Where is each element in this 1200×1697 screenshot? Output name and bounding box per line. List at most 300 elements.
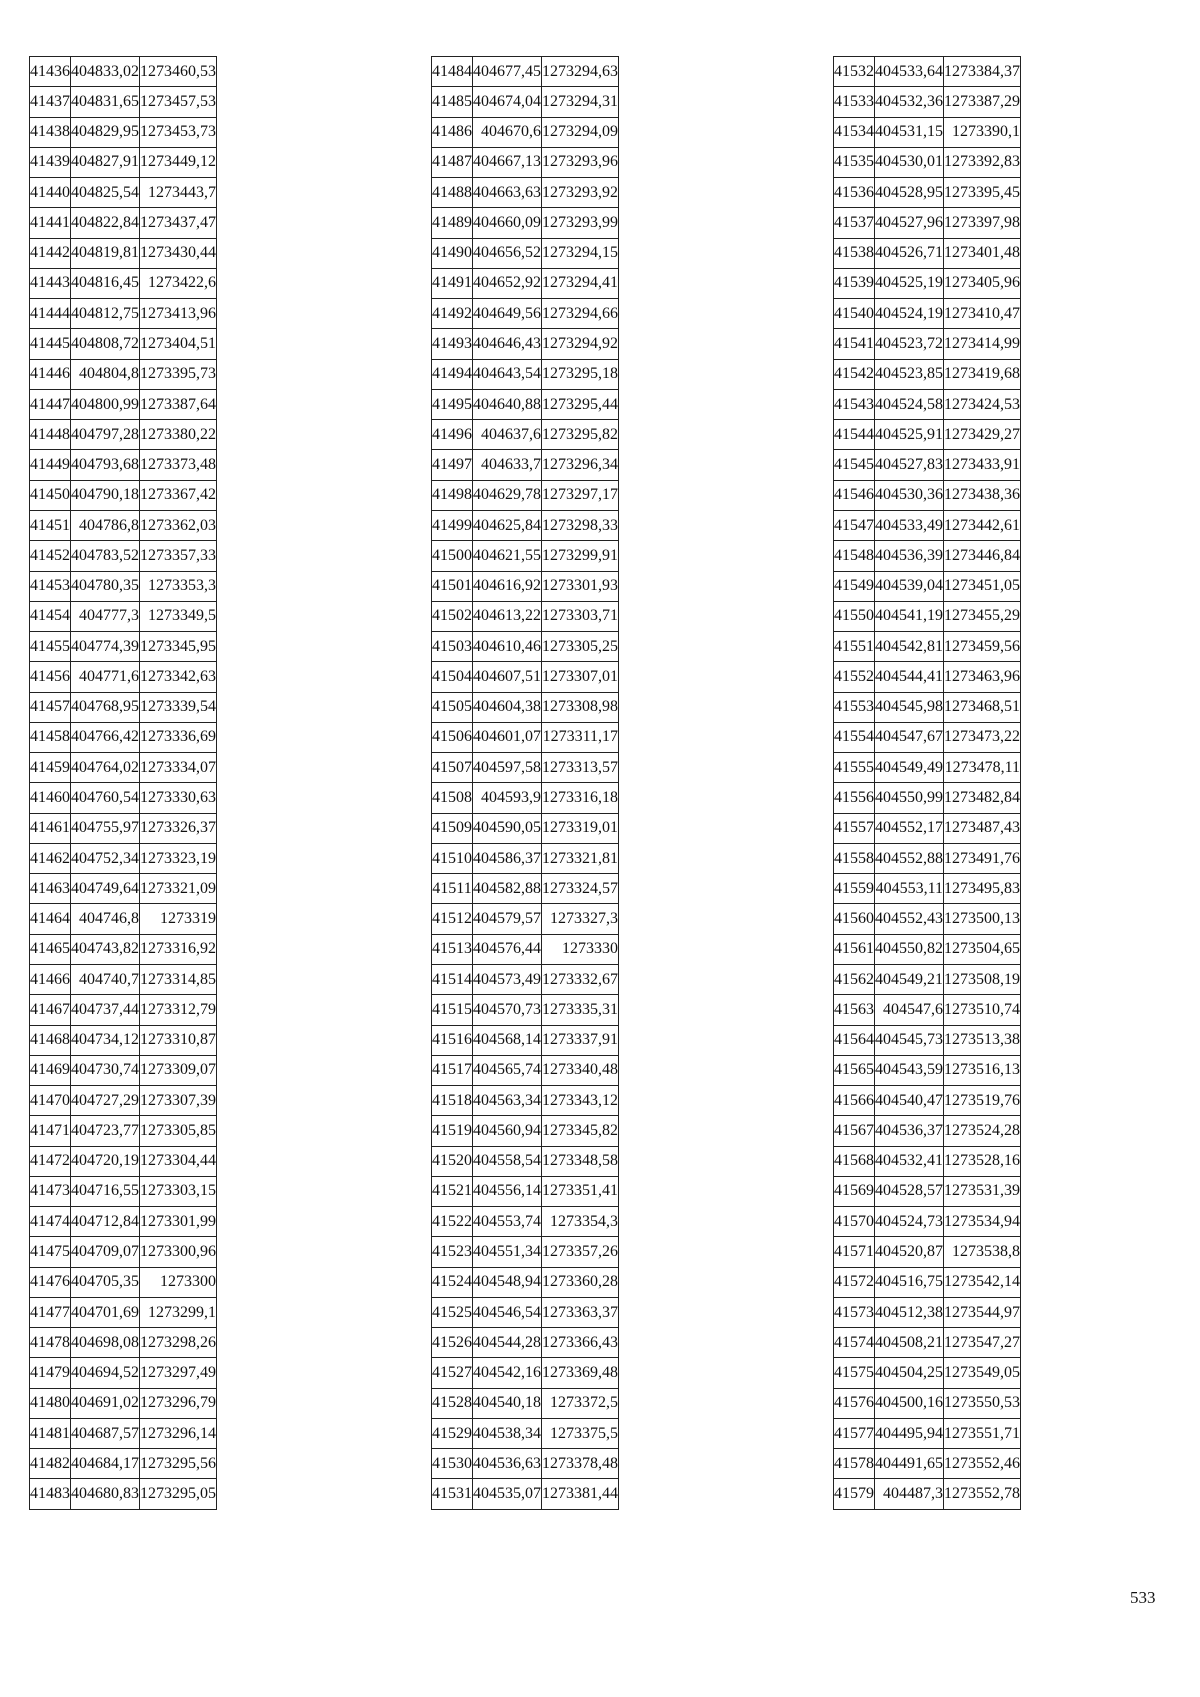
y-coordinate-cell: 1273339,54 — [140, 692, 217, 722]
y-coordinate-cell: 1273296,79 — [140, 1388, 217, 1418]
x-coordinate-cell: 404667,13 — [473, 147, 542, 177]
y-coordinate-cell: 1273305,85 — [140, 1116, 217, 1146]
table-row — [30, 1328, 217, 1358]
table-row — [432, 632, 619, 662]
x-coordinate-cell: 404777,3 — [71, 601, 140, 631]
y-coordinate-cell: 1273446,84 — [944, 541, 1021, 571]
x-coordinate-cell: 404740,7 — [71, 964, 140, 994]
point-id-cell: 41507 — [432, 753, 473, 783]
table-row — [432, 1418, 619, 1448]
x-coordinate-cell: 404558,54 — [473, 1146, 542, 1176]
point-id-cell: 41517 — [432, 1055, 473, 1085]
point-id-cell: 41467 — [30, 995, 71, 1025]
x-coordinate-cell: 404746,8 — [71, 904, 140, 934]
table-row — [30, 874, 217, 904]
x-coordinate-cell: 404760,54 — [71, 783, 140, 813]
x-coordinate-cell: 404712,84 — [71, 1207, 140, 1237]
point-id-cell: 41554 — [834, 722, 875, 752]
point-id-cell: 41566 — [834, 1086, 875, 1116]
point-id-cell: 41511 — [432, 874, 473, 904]
table-row — [432, 722, 619, 752]
x-coordinate-cell: 404793,68 — [71, 450, 140, 480]
x-coordinate-cell: 404827,91 — [71, 147, 140, 177]
table-row — [30, 1388, 217, 1418]
x-coordinate-cell: 404677,45 — [473, 57, 542, 87]
x-coordinate-cell: 404527,83 — [875, 450, 944, 480]
x-coordinate-cell: 404660,09 — [473, 208, 542, 238]
page-number: 533 — [1130, 1588, 1156, 1607]
table-row — [834, 329, 1021, 359]
x-coordinate-cell: 404819,81 — [71, 238, 140, 268]
x-coordinate-cell: 404674,04 — [473, 87, 542, 117]
point-id-cell: 41492 — [432, 299, 473, 329]
y-coordinate-cell: 1273366,43 — [542, 1328, 619, 1358]
y-coordinate-cell: 1273429,27 — [944, 420, 1021, 450]
y-coordinate-cell: 1273457,53 — [140, 87, 217, 117]
table-row — [834, 1116, 1021, 1146]
y-coordinate-cell: 1273401,48 — [944, 238, 1021, 268]
x-coordinate-cell: 404550,99 — [875, 783, 944, 813]
table-row — [432, 208, 619, 238]
table-row — [834, 995, 1021, 1025]
x-coordinate-cell: 404670,6 — [473, 117, 542, 147]
x-coordinate-cell: 404530,36 — [875, 480, 944, 510]
x-coordinate-cell: 404694,52 — [71, 1358, 140, 1388]
y-coordinate-cell: 1273482,84 — [944, 783, 1021, 813]
table-row — [30, 1055, 217, 1085]
y-coordinate-cell: 1273310,87 — [140, 1025, 217, 1055]
table-row — [432, 57, 619, 87]
y-coordinate-cell: 1273387,29 — [944, 87, 1021, 117]
x-coordinate-cell: 404633,7 — [473, 450, 542, 480]
table-row — [432, 1055, 619, 1085]
table-row — [30, 571, 217, 601]
y-coordinate-cell: 1273293,96 — [542, 147, 619, 177]
y-coordinate-cell: 1273550,53 — [944, 1388, 1021, 1418]
table-row — [432, 1116, 619, 1146]
table-row — [432, 1297, 619, 1327]
x-coordinate-cell: 404771,6 — [71, 662, 140, 692]
table-row — [834, 1328, 1021, 1358]
y-coordinate-cell: 1273319,01 — [542, 813, 619, 843]
table-row — [834, 389, 1021, 419]
x-coordinate-cell: 404749,64 — [71, 874, 140, 904]
table-row — [834, 1479, 1021, 1509]
x-coordinate-cell: 404621,55 — [473, 541, 542, 571]
y-coordinate-cell: 1273294,63 — [542, 57, 619, 87]
table-row — [30, 964, 217, 994]
y-coordinate-cell: 1273495,83 — [944, 874, 1021, 904]
table-row — [432, 964, 619, 994]
y-coordinate-cell: 1273323,19 — [140, 843, 217, 873]
y-coordinate-cell: 1273443,7 — [140, 178, 217, 208]
table-row — [432, 450, 619, 480]
y-coordinate-cell: 1273549,05 — [944, 1358, 1021, 1388]
point-id-cell: 41549 — [834, 571, 875, 601]
point-id-cell: 41552 — [834, 662, 875, 692]
point-id-cell: 41529 — [432, 1418, 473, 1448]
point-id-cell: 41545 — [834, 450, 875, 480]
table-row — [834, 1025, 1021, 1055]
table-row — [432, 843, 619, 873]
table-row — [30, 87, 217, 117]
point-id-cell: 41461 — [30, 813, 71, 843]
y-coordinate-cell: 1273316,92 — [140, 934, 217, 964]
x-coordinate-cell: 404524,19 — [875, 299, 944, 329]
y-coordinate-cell: 1273303,71 — [542, 601, 619, 631]
x-coordinate-cell: 404547,67 — [875, 722, 944, 752]
y-coordinate-cell: 1273357,26 — [542, 1237, 619, 1267]
table-row — [834, 420, 1021, 450]
y-coordinate-cell: 1273297,17 — [542, 480, 619, 510]
x-coordinate-cell: 404487,3 — [875, 1479, 944, 1509]
x-coordinate-cell: 404579,57 — [473, 904, 542, 934]
point-id-cell: 41490 — [432, 238, 473, 268]
table-row — [30, 1116, 217, 1146]
point-id-cell: 41575 — [834, 1358, 875, 1388]
y-coordinate-cell: 1273395,45 — [944, 178, 1021, 208]
point-id-cell: 41542 — [834, 359, 875, 389]
x-coordinate-cell: 404786,8 — [71, 510, 140, 540]
point-id-cell: 41519 — [432, 1116, 473, 1146]
y-coordinate-cell: 1273422,6 — [140, 268, 217, 298]
x-coordinate-cell: 404552,88 — [875, 843, 944, 873]
table-row — [432, 1358, 619, 1388]
y-coordinate-cell: 1273524,28 — [944, 1116, 1021, 1146]
x-coordinate-cell: 404768,95 — [71, 692, 140, 722]
point-id-cell: 41512 — [432, 904, 473, 934]
table-row — [432, 510, 619, 540]
y-coordinate-cell: 1273387,64 — [140, 389, 217, 419]
table-row — [834, 1267, 1021, 1297]
point-id-cell: 41445 — [30, 329, 71, 359]
table-row — [834, 753, 1021, 783]
y-coordinate-cell: 1273384,37 — [944, 57, 1021, 87]
table-row — [432, 1176, 619, 1206]
point-id-cell: 41503 — [432, 632, 473, 662]
point-id-cell: 41527 — [432, 1358, 473, 1388]
x-coordinate-cell: 404804,8 — [71, 359, 140, 389]
point-id-cell: 41506 — [432, 722, 473, 752]
point-id-cell: 41439 — [30, 147, 71, 177]
x-coordinate-cell: 404730,74 — [71, 1055, 140, 1085]
y-coordinate-cell: 1273342,63 — [140, 662, 217, 692]
x-coordinate-cell: 404548,94 — [473, 1267, 542, 1297]
point-id-cell: 41530 — [432, 1449, 473, 1479]
table-row — [834, 1055, 1021, 1085]
table-row — [30, 995, 217, 1025]
x-coordinate-cell: 404546,54 — [473, 1297, 542, 1327]
table-row — [834, 117, 1021, 147]
table-row — [30, 1297, 217, 1327]
y-coordinate-cell: 1273367,42 — [140, 480, 217, 510]
point-id-cell: 41515 — [432, 995, 473, 1025]
y-coordinate-cell: 1273375,5 — [542, 1418, 619, 1448]
y-coordinate-cell: 1273348,58 — [542, 1146, 619, 1176]
x-coordinate-cell: 404541,19 — [875, 601, 944, 631]
x-coordinate-cell: 404523,85 — [875, 359, 944, 389]
table-row — [30, 692, 217, 722]
y-coordinate-cell: 1273294,66 — [542, 299, 619, 329]
point-id-cell: 41444 — [30, 299, 71, 329]
y-coordinate-cell: 1273372,5 — [542, 1388, 619, 1418]
y-coordinate-cell: 1273516,13 — [944, 1055, 1021, 1085]
table-row — [432, 238, 619, 268]
y-coordinate-cell: 1273528,16 — [944, 1146, 1021, 1176]
point-id-cell: 41465 — [30, 934, 71, 964]
x-coordinate-cell: 404549,49 — [875, 753, 944, 783]
x-coordinate-cell: 404780,35 — [71, 571, 140, 601]
x-coordinate-cell: 404822,84 — [71, 208, 140, 238]
point-id-cell: 41546 — [834, 480, 875, 510]
table-row — [834, 1086, 1021, 1116]
y-coordinate-cell: 1273380,22 — [140, 420, 217, 450]
x-coordinate-cell: 404755,97 — [71, 813, 140, 843]
point-id-cell: 41532 — [834, 57, 875, 87]
table-row — [834, 450, 1021, 480]
y-coordinate-cell: 1273297,49 — [140, 1358, 217, 1388]
table-row — [432, 934, 619, 964]
point-id-cell: 41487 — [432, 147, 473, 177]
y-coordinate-cell: 1273508,19 — [944, 964, 1021, 994]
table-row — [432, 1025, 619, 1055]
point-id-cell: 41501 — [432, 571, 473, 601]
point-id-cell: 41462 — [30, 843, 71, 873]
y-coordinate-cell: 1273353,3 — [140, 571, 217, 601]
table-row — [432, 692, 619, 722]
x-coordinate-cell: 404797,28 — [71, 420, 140, 450]
x-coordinate-cell: 404607,51 — [473, 662, 542, 692]
y-coordinate-cell: 1273438,36 — [944, 480, 1021, 510]
point-id-cell: 41538 — [834, 238, 875, 268]
x-coordinate-cell: 404586,37 — [473, 843, 542, 873]
y-coordinate-cell: 1273449,12 — [140, 147, 217, 177]
point-id-cell: 41574 — [834, 1328, 875, 1358]
y-coordinate-cell: 1273295,82 — [542, 420, 619, 450]
table-row — [834, 1237, 1021, 1267]
point-id-cell: 41482 — [30, 1449, 71, 1479]
x-coordinate-cell: 404528,95 — [875, 178, 944, 208]
point-id-cell: 41537 — [834, 208, 875, 238]
table-row — [30, 1207, 217, 1237]
table-row — [30, 1237, 217, 1267]
y-coordinate-cell: 1273404,51 — [140, 329, 217, 359]
point-id-cell: 41560 — [834, 904, 875, 934]
point-id-cell: 41459 — [30, 753, 71, 783]
point-id-cell: 41555 — [834, 753, 875, 783]
table-row — [30, 450, 217, 480]
table-row — [834, 178, 1021, 208]
table-row — [834, 299, 1021, 329]
x-coordinate-cell: 404551,34 — [473, 1237, 542, 1267]
table-row — [30, 480, 217, 510]
x-coordinate-cell: 404528,57 — [875, 1176, 944, 1206]
x-coordinate-cell: 404549,21 — [875, 964, 944, 994]
table-row — [432, 541, 619, 571]
y-coordinate-cell: 1273305,25 — [542, 632, 619, 662]
table-row — [432, 389, 619, 419]
x-coordinate-cell: 404565,74 — [473, 1055, 542, 1085]
y-coordinate-cell: 1273293,92 — [542, 178, 619, 208]
x-coordinate-cell: 404625,84 — [473, 510, 542, 540]
x-coordinate-cell: 404556,14 — [473, 1176, 542, 1206]
point-id-cell: 41509 — [432, 813, 473, 843]
y-coordinate-cell: 1273552,46 — [944, 1449, 1021, 1479]
point-id-cell: 41466 — [30, 964, 71, 994]
x-coordinate-cell: 404646,43 — [473, 329, 542, 359]
y-coordinate-cell: 1273343,12 — [542, 1086, 619, 1116]
table-row — [30, 57, 217, 87]
y-coordinate-cell: 1273362,03 — [140, 510, 217, 540]
y-coordinate-cell: 1273354,3 — [542, 1207, 619, 1237]
y-coordinate-cell: 1273312,79 — [140, 995, 217, 1025]
y-coordinate-cell: 1273301,93 — [542, 571, 619, 601]
y-coordinate-cell: 1273330 — [542, 934, 619, 964]
y-coordinate-cell: 1273437,47 — [140, 208, 217, 238]
table-row — [432, 813, 619, 843]
x-coordinate-cell: 404616,92 — [473, 571, 542, 601]
table-row — [834, 662, 1021, 692]
point-id-cell: 41508 — [432, 783, 473, 813]
point-id-cell: 41498 — [432, 480, 473, 510]
table-row — [834, 904, 1021, 934]
y-coordinate-cell: 1273504,65 — [944, 934, 1021, 964]
point-id-cell: 41561 — [834, 934, 875, 964]
point-id-cell: 41451 — [30, 510, 71, 540]
x-coordinate-cell: 404552,17 — [875, 813, 944, 843]
y-coordinate-cell: 1273392,83 — [944, 147, 1021, 177]
x-coordinate-cell: 404723,77 — [71, 1116, 140, 1146]
y-coordinate-cell: 1273319 — [140, 904, 217, 934]
table-row — [30, 813, 217, 843]
x-coordinate-cell: 404752,34 — [71, 843, 140, 873]
x-coordinate-cell: 404500,16 — [875, 1388, 944, 1418]
table-row — [30, 934, 217, 964]
y-coordinate-cell: 1273451,05 — [944, 571, 1021, 601]
table-row — [30, 722, 217, 752]
table-row — [30, 601, 217, 631]
table-row — [432, 571, 619, 601]
y-coordinate-cell: 1273294,09 — [542, 117, 619, 147]
y-coordinate-cell: 1273295,18 — [542, 359, 619, 389]
point-id-cell: 41539 — [834, 268, 875, 298]
x-coordinate-cell: 404542,81 — [875, 632, 944, 662]
x-coordinate-cell: 404536,63 — [473, 1449, 542, 1479]
y-coordinate-cell: 1273330,63 — [140, 783, 217, 813]
point-id-cell: 41497 — [432, 450, 473, 480]
table-row — [834, 268, 1021, 298]
x-coordinate-cell: 404737,44 — [71, 995, 140, 1025]
x-coordinate-cell: 404656,52 — [473, 238, 542, 268]
point-id-cell: 41458 — [30, 722, 71, 752]
table-row — [834, 1207, 1021, 1237]
y-coordinate-cell: 1273316,18 — [542, 783, 619, 813]
x-coordinate-cell: 404825,54 — [71, 178, 140, 208]
table-row — [432, 662, 619, 692]
point-id-cell: 41469 — [30, 1055, 71, 1085]
point-id-cell: 41486 — [432, 117, 473, 147]
point-id-cell: 41479 — [30, 1358, 71, 1388]
table-row — [432, 1086, 619, 1116]
y-coordinate-cell: 1273360,28 — [542, 1267, 619, 1297]
table-row — [30, 268, 217, 298]
x-coordinate-cell: 404520,87 — [875, 1237, 944, 1267]
x-coordinate-cell: 404720,19 — [71, 1146, 140, 1176]
y-coordinate-cell: 1273299,1 — [140, 1297, 217, 1327]
table-row — [834, 964, 1021, 994]
table-row — [432, 995, 619, 1025]
point-id-cell: 41565 — [834, 1055, 875, 1085]
x-coordinate-cell: 404649,56 — [473, 299, 542, 329]
point-id-cell: 41510 — [432, 843, 473, 873]
y-coordinate-cell: 1273455,29 — [944, 601, 1021, 631]
point-id-cell: 41577 — [834, 1418, 875, 1448]
x-coordinate-cell: 404523,72 — [875, 329, 944, 359]
table-row — [30, 299, 217, 329]
x-coordinate-cell: 404526,71 — [875, 238, 944, 268]
point-id-cell: 41522 — [432, 1207, 473, 1237]
y-coordinate-cell: 1273299,91 — [542, 541, 619, 571]
table-row — [834, 1358, 1021, 1388]
table-row — [834, 571, 1021, 601]
point-id-cell: 41571 — [834, 1237, 875, 1267]
y-coordinate-cell: 1273487,43 — [944, 813, 1021, 843]
y-coordinate-cell: 1273478,11 — [944, 753, 1021, 783]
y-coordinate-cell: 1273491,76 — [944, 843, 1021, 873]
point-id-cell: 41460 — [30, 783, 71, 813]
y-coordinate-cell: 1273547,27 — [944, 1328, 1021, 1358]
point-id-cell: 41578 — [834, 1449, 875, 1479]
point-id-cell: 41535 — [834, 147, 875, 177]
table-row — [30, 662, 217, 692]
x-coordinate-cell: 404790,18 — [71, 480, 140, 510]
x-coordinate-cell: 404525,19 — [875, 268, 944, 298]
x-coordinate-cell: 404680,83 — [71, 1479, 140, 1509]
x-coordinate-cell: 404643,54 — [473, 359, 542, 389]
point-id-cell: 41453 — [30, 571, 71, 601]
y-coordinate-cell: 1273459,56 — [944, 632, 1021, 662]
point-id-cell: 41559 — [834, 874, 875, 904]
table-row — [432, 1146, 619, 1176]
table-row — [30, 1358, 217, 1388]
point-id-cell: 41443 — [30, 268, 71, 298]
y-coordinate-cell: 1273324,57 — [542, 874, 619, 904]
point-id-cell: 41499 — [432, 510, 473, 540]
y-coordinate-cell: 1273414,99 — [944, 329, 1021, 359]
y-coordinate-cell: 1273308,98 — [542, 692, 619, 722]
x-coordinate-cell: 404743,82 — [71, 934, 140, 964]
x-coordinate-cell: 404543,59 — [875, 1055, 944, 1085]
x-coordinate-cell: 404524,73 — [875, 1207, 944, 1237]
y-coordinate-cell: 1273326,37 — [140, 813, 217, 843]
point-id-cell: 41489 — [432, 208, 473, 238]
point-id-cell: 41526 — [432, 1328, 473, 1358]
x-coordinate-cell: 404698,08 — [71, 1328, 140, 1358]
x-coordinate-cell: 404504,25 — [875, 1358, 944, 1388]
point-id-cell: 41569 — [834, 1176, 875, 1206]
point-id-cell: 41563 — [834, 995, 875, 1025]
point-id-cell: 41558 — [834, 843, 875, 873]
x-coordinate-cell: 404701,69 — [71, 1297, 140, 1327]
table-row — [30, 783, 217, 813]
table-row — [30, 389, 217, 419]
table-row — [432, 601, 619, 631]
y-coordinate-cell: 1273519,76 — [944, 1086, 1021, 1116]
x-coordinate-cell: 404570,73 — [473, 995, 542, 1025]
table-row — [432, 874, 619, 904]
x-coordinate-cell: 404582,88 — [473, 874, 542, 904]
table-row — [30, 147, 217, 177]
